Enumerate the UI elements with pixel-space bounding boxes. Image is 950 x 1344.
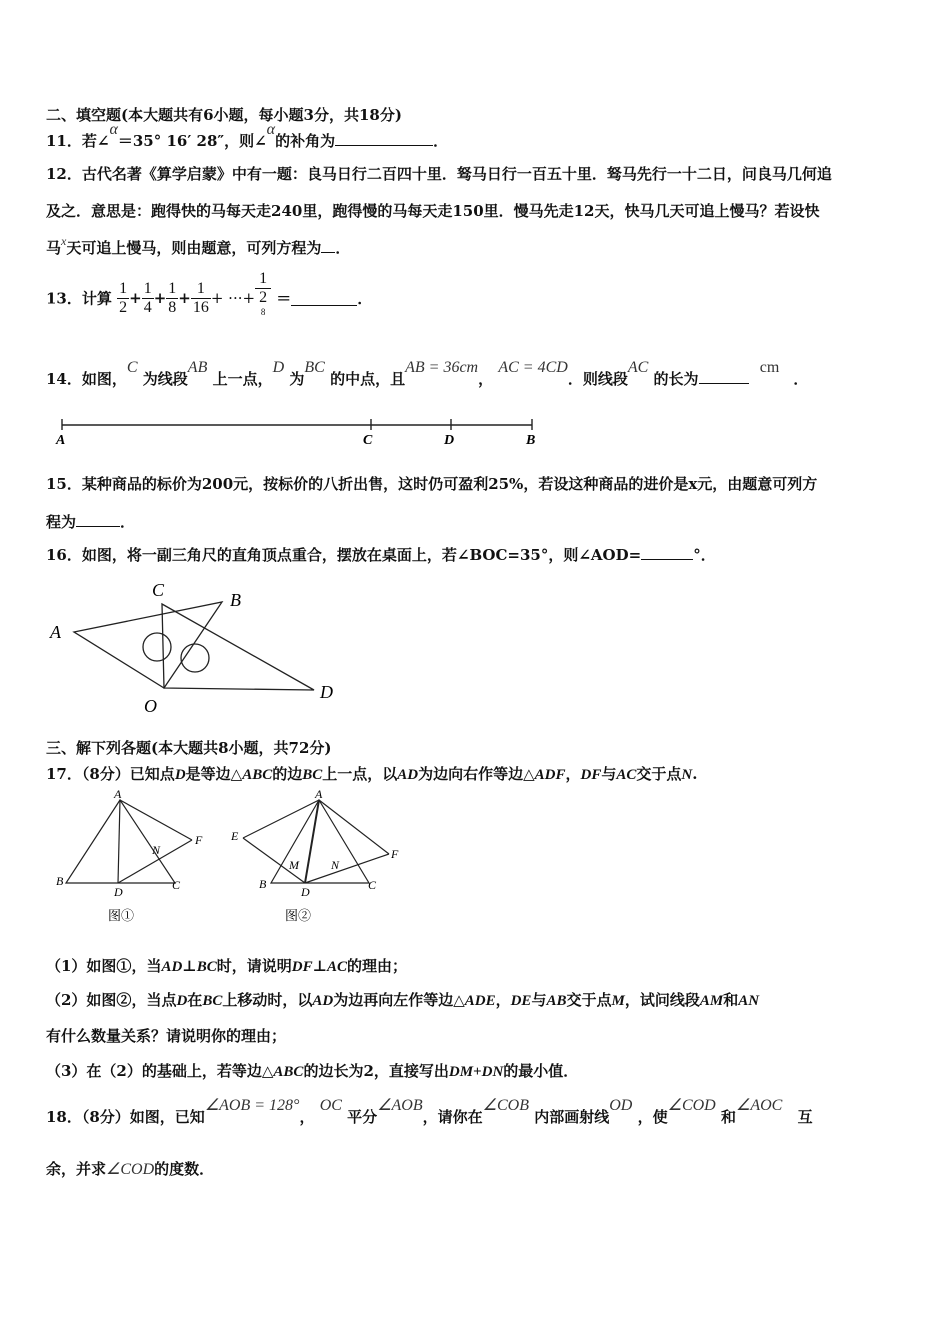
label-b: B (230, 590, 241, 610)
fraction-1-2: $\frac{1}{2}$ (119, 279, 128, 316)
fig2-label-e: E (231, 829, 239, 843)
label-a: A (50, 622, 61, 642)
fig2-label-d: D (301, 885, 310, 899)
answer-blank[interactable] (641, 545, 693, 560)
fig2-label-c: C (368, 878, 377, 892)
section-2-title: 二、填空题(本大题共有6小题，每小题3分，共18分) (46, 106, 402, 124)
point-label-d: D (444, 433, 455, 448)
fig1-label-n: N (152, 843, 161, 857)
question-17-part-1: （1）如图①，当AD⊥BC时，请说明DF⊥AC的理由； (46, 957, 408, 975)
point-label-c: C (363, 433, 373, 448)
fig1-label-d: D (114, 885, 123, 899)
label-d: D (320, 682, 333, 702)
point-label-a: A (56, 433, 66, 448)
question-11: 11．若∠α＝35° 16′ 28″，则∠α的补角为 ． (46, 121, 449, 150)
question-17-part-3: （3）在（2）的基础上，若等边△ABC的边长为2，直接写出DM+DN的最小值． (46, 1062, 579, 1080)
q14-segment-figure (44, 410, 564, 450)
fraction-1-16: $\frac{1}{16}$ (192, 279, 209, 316)
fig2-label-n: N (331, 858, 340, 872)
q16-set-squares-figure (44, 572, 364, 718)
section-3-title: 三、解下列各题(本大题共8小题，共72分) (46, 739, 332, 757)
fig2-label-m: M (289, 858, 299, 872)
answer-blank[interactable] (699, 369, 749, 384)
question-18-line-2: 余，并求∠COD的度数． (46, 1160, 215, 1178)
question-17-part-2-line-2: 有什么数量关系？请说明你的理由； (46, 1027, 287, 1045)
question-13: 13．计算 $\frac{1}{2}$ + $\frac{1}{4}$ + $\frac{1}{8}$ + $\frac{1}{16}$ + ···+ 1 2 $^8$ ＝ ． (46, 270, 372, 326)
answer-blank[interactable] (76, 512, 120, 527)
figure-1 (50, 790, 220, 930)
answer-blank[interactable] (335, 131, 433, 146)
question-12-line-3: 马$^x$天可追上慢马，则由题意，可列方程为 ． (46, 234, 351, 257)
fig1-caption: 图① (108, 908, 135, 923)
fraction-1-4: $\frac{1}{4}$ (143, 279, 152, 316)
label-c: C (152, 580, 165, 600)
question-15-line-2: 程为 ． (46, 513, 136, 531)
fig2-label-f: F (391, 847, 399, 861)
question-17: 17．（8分）已知点D是等边△ABC的边BC上一点，以AD为边向右作等边△ADF，DF与AC交于点N. (46, 765, 698, 783)
fig1-label-f: F (195, 833, 203, 847)
question-12-line-1: 12．古代名著《算学启蒙》中有一题：良马日行二百四十里．驽马日行一百五十里．驽马先行一十二日，问良马几何追 (46, 165, 832, 183)
answer-blank[interactable] (291, 291, 357, 306)
question-18: 18．（8分）如图，已知∠AOB = 128°， OC 平分∠AOB，请你在∠COB 内部画射线OD ，使∠COD 和∠AOC 互 (46, 1097, 813, 1126)
answer-blank[interactable] (321, 238, 335, 253)
figure-2 (225, 790, 415, 930)
fig1-label-a: A (114, 790, 122, 801)
question-12-line-2: 及之．意思是：跑得快的马每天走240里，跑得慢的马每天走150里．慢马先走12天，快马几天可追上慢马？若设快 (46, 202, 820, 220)
fig2-label-b: B (259, 877, 267, 891)
fraction-1-2-pow-8: 1 2 $^8$ (255, 270, 271, 326)
question-14: 14．如图，C 为线段AB 上一点，D 为BC 的中点，且AB = 36cm， AC = 4CD．则线段AC 的长为 cm． (46, 359, 809, 388)
fig2-label-a: A (315, 790, 323, 801)
fraction-1-8: $\frac{1}{8}$ (168, 279, 177, 316)
fig1-label-b: B (56, 874, 64, 888)
fig1-label-c: C (172, 878, 181, 892)
question-16: 16．如图，将一副三角尺的直角顶点重合，摆放在桌面上，若∠BOC=35°，则∠AOD= °． (46, 546, 716, 564)
question-17-part-2: （2）如图②，当点D在BC上移动时，以AD为边再向左作等边△ADE，DE与AB交于点M，试问线段AM和AN (46, 991, 760, 1009)
fig2-caption: 图② (285, 908, 312, 923)
label-o: O (144, 696, 157, 716)
question-15-line-1: 15．某种商品的标价为200元，按标价的八折出售，这时仍可盈利25%，若设这种商品的进价是x元，由题意可列方 (46, 475, 818, 493)
point-label-b: B (526, 433, 536, 448)
